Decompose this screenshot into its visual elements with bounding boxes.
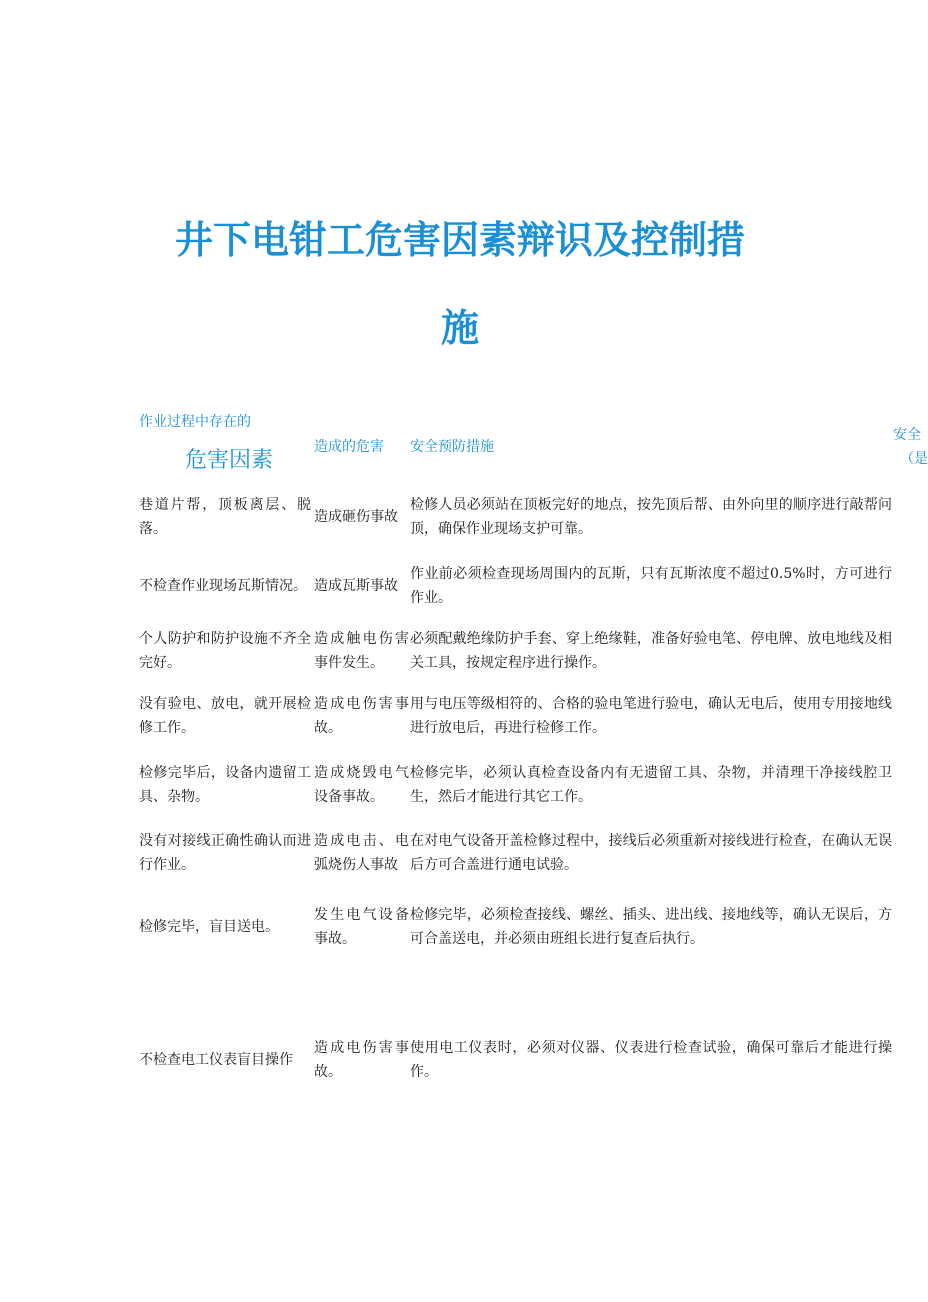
row-6-measure: 在对电气设备开盖检修过程中，接线后必须重新对接线进行检查，在确认无误后方可合盖进行通电试验。 — [410, 833, 892, 873]
row-8-hazard: 不检查电工仪表盲目操作 — [139, 1052, 293, 1068]
header-col1-small: 作业过程中存在的 — [139, 414, 251, 430]
header-col4-line1: 安全 — [893, 427, 921, 443]
row-1-hazard: 巷道片帮，顶板离层、脱落。 — [139, 497, 311, 537]
header-col2: 造成的危害 — [314, 439, 384, 455]
header-col1-big: 危害因素 — [185, 448, 274, 473]
row-7-hazard: 检修完毕，盲目送电。 — [139, 919, 279, 935]
row-2-measure: 作业前必须检查现场周围内的瓦斯，只有瓦斯浓度不超过0.5%时，方可进行作业。 — [410, 566, 892, 606]
row-4-harm: 造成电伤害事故。 — [314, 696, 409, 736]
row-6-hazard: 没有对接线正确性确认而进行作业。 — [139, 833, 311, 873]
row-2-harm: 造成瓦斯事故 — [314, 578, 398, 594]
row-7-harm: 发生电气设备事故。 — [314, 907, 409, 947]
row-3-measure: 必须配戴绝缘防护手套、穿上绝缘鞋，准备好验电笔、停电牌、放电地线及相关工具，按规定程序进行操作。 — [410, 631, 892, 671]
row-4-hazard: 没有验电、放电，就开展检修工作。 — [139, 696, 311, 736]
row-3-harm: 造成触电伤害事件发生。 — [314, 631, 409, 671]
row-5-harm: 造成烧毁电气设备事故。 — [314, 765, 409, 805]
row-4-measure: 用与电压等级相符的、合格的验电笔进行验电，确认无电后，使用专用接地线进行放电后，再进行检修工作。 — [410, 696, 892, 736]
row-1-harm: 造成砸伤事故 — [314, 509, 398, 525]
row-5-measure: 检修完毕，必须认真检查设备内有无遗留工具、杂物，并清理干净接线腔卫生，然后才能进行其它工作。 — [410, 765, 892, 805]
header-col4-line2: （是 — [900, 451, 928, 467]
title-line-1: 井下电钳工危害因素辩识及控制措 — [174, 218, 745, 262]
title-line-2: 施 — [440, 306, 479, 350]
row-5-hazard: 检修完毕后，设备内遗留工具、杂物。 — [139, 765, 311, 805]
row-2-hazard: 不检查作业现场瓦斯情况。 — [139, 578, 307, 594]
row-8-measure: 使用电工仪表时，必须对仪器、仪表进行检查试验，确保可靠后才能进行操作。 — [410, 1040, 892, 1080]
row-1-measure: 检修人员必须站在顶板完好的地点，按先顶后帮、由外向里的顺序进行敲帮问顶，确保作业现场支护可靠。 — [410, 497, 892, 537]
row-7-measure: 检修完毕，必须检查接线、螺丝、插头、进出线、接地线等，确认无误后，方可合盖送电，并必须由班组长进行复查后执行。 — [410, 907, 892, 947]
row-6-harm: 造成电击、电弧烧伤人事故 — [314, 833, 409, 873]
row-3-hazard: 个人防护和防护设施不齐全完好。 — [139, 631, 311, 671]
header-col3: 安全预防措施 — [410, 439, 494, 455]
row-8-harm: 造成电伤害事故。 — [314, 1040, 409, 1080]
document-title — [0, 196, 920, 372]
